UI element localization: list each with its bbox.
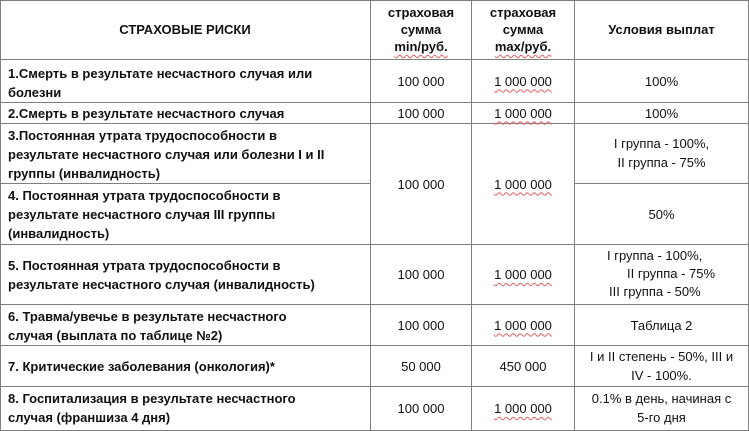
max-sum-3-4: 1 000 000: [494, 176, 552, 192]
condition-1: 100%: [644, 73, 679, 89]
header-risks: СТРАХОВЫЕ РИСКИ: [119, 22, 251, 37]
risk-6: 6. Травма/увечье в результате несчастного случая (выплата по таблице №2): [8, 309, 287, 343]
max-sum-5: 1 000 000: [494, 267, 552, 282]
risk-3: 3.Постоянная утрата трудоспособности в результате несчастного случая или болезни I и II группы (инвалидность): [8, 128, 325, 181]
min-sum-8: 100 000: [397, 401, 445, 416]
condition-3: I группа - 100%, II группа - 75%: [613, 136, 710, 170]
min-sum-6: 100 000: [397, 317, 445, 333]
min-sum-2: 100 000: [397, 105, 445, 121]
min-sum-5: 100 000: [397, 267, 445, 282]
risk-4: 4. Постоянная утрата трудоспособности в результате несчастного случая III группы (инвалидность): [8, 188, 281, 241]
risk-5: 5. Постоянная утрата трудоспособности в результате несчастного случая (инвалидность): [8, 258, 315, 292]
risk-7: 7. Критические заболевания (онкология)*: [8, 359, 275, 374]
max-sum-7: 450 000: [499, 358, 547, 374]
condition-4: 50%: [648, 206, 675, 222]
condition-7: I и II степень - 50%, III и IV - 100%.: [589, 349, 734, 383]
min-sum-7: 50 000: [401, 358, 441, 374]
max-sum-1: 1 000 000: [494, 73, 552, 89]
header-min-sum: страховая сумма min/руб.: [387, 5, 455, 54]
condition-2: 100%: [644, 105, 679, 121]
condition-8: 0.1% в день, начиная с 5-го дня: [591, 391, 732, 425]
header-max-sum: страховая сумма max/руб.: [489, 5, 557, 54]
max-sum-2: 1 000 000: [494, 105, 552, 121]
max-sum-8: 1 000 000: [494, 401, 552, 416]
risk-8: 8. Госпитализация в результате несчастного случая (франшиза 4 дня): [8, 391, 296, 425]
condition-6: Таблица 2: [630, 317, 693, 333]
header-conditions: Условия выплат: [608, 22, 715, 37]
risk-1: 1.Смерть в результате несчастного случая или болезни: [8, 66, 313, 100]
min-sum-1: 100 000: [397, 73, 445, 89]
risk-2: 2.Смерть в результате несчастного случая: [8, 106, 285, 121]
max-sum-6: 1 000 000: [494, 317, 552, 333]
condition-5: I группа - 100%, II группа - 75% III группа - 50%: [607, 248, 716, 299]
min-sum-3-4: 100 000: [397, 176, 445, 192]
